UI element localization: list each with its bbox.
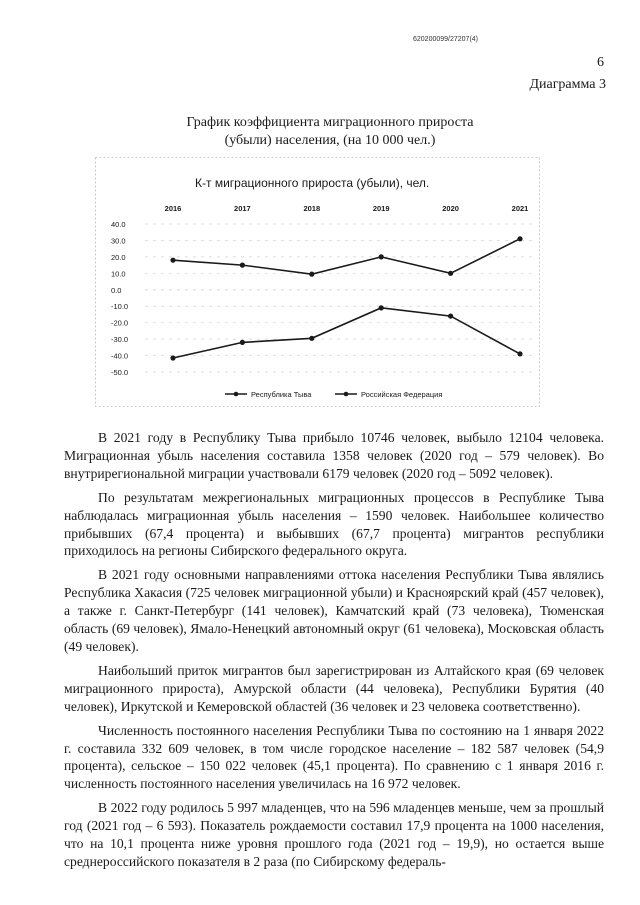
diagram-label: Диаграмма 3 <box>529 77 606 92</box>
y-tick-label: 20.0 <box>111 252 126 262</box>
paragraph-arrivals: В 2021 году в Республику Тыва прибыло 10746 человек, выбыло 12104 человека. Миграционная убыль населения составила 1358 человек (2020 год – 579 человек). Во внутрирегиональной миграции участвовали 6179 человек (2020 год – 5092 человек). <box>64 430 604 481</box>
y-tick-label: -10.0 <box>111 302 129 312</box>
migration-rate-chart <box>95 157 540 407</box>
y-tick-label: 0.0 <box>111 285 122 295</box>
paragraph-inflow: Наибольший приток мигрантов был зарегистрирован из Алтайского края (69 человек миграционного прироста), Амурской области (44 человека), Республики Бурятия (40 человек), Иркутской и Кемеровской областей (36 человек и 23 человека соответственно). <box>64 662 604 714</box>
series-russia <box>170 236 522 277</box>
y-tick-label: 30.0 <box>111 236 126 246</box>
x-tick-label: 2016 <box>164 204 182 213</box>
data-point <box>240 340 245 345</box>
x-tick-label: 2020 <box>442 204 459 213</box>
paragraph-interregional: По результатам межрегиональных миграционных процессов в Республике Тыва наблюдалась миграционная убыль населения – 1590 человек. Наибольшее количество прибывших (67,4 процента) и выбывших (67,7 процента) мигрантов республики приходилось на регионы Сибирского федерального округа. <box>64 489 604 559</box>
legend-marker <box>234 392 239 397</box>
x-tick-label: 2017 <box>234 204 251 213</box>
y-tick-label: -20.0 <box>111 318 129 328</box>
data-point <box>448 271 453 276</box>
y-tick-label: -30.0 <box>111 335 129 345</box>
chart-heading-line-2: (убыли) населения, (на 10 000 чел.) <box>224 133 436 148</box>
chart-title: К-т миграционного прироста (убыли), чел. <box>195 176 430 190</box>
y-tick-label: -40.0 <box>111 351 129 361</box>
data-point <box>517 236 522 241</box>
data-point <box>379 305 384 310</box>
data-point <box>517 351 522 356</box>
data-point <box>170 258 175 263</box>
paragraph-population: Численность постоянного населения Республики Тыва по состоянию на 1 января 2022 г. составила 332 609 человек, в том числе городское население – 182 587 человек (54,9 процента), сельское – 150 022 человек (45,1 процента). По сравнению с 1 января 2016 г. численность постоянного населения увеличилась на 16 972 человек. <box>64 722 604 792</box>
page-number: 6 <box>597 55 604 70</box>
y-tick-label: -50.0 <box>111 368 129 377</box>
series-line <box>173 308 520 358</box>
series-line <box>173 239 520 274</box>
legend-label: Российская Федерация <box>361 390 443 399</box>
chart-frame <box>96 158 540 407</box>
series-tuva <box>170 305 522 360</box>
paragraph-births: В 2022 году родилось 5 997 младенцев, что на 596 младенцев меньше, чем за прошлый год (2021 год – 6 593). Показатель рождаемости составил 17,9 процента на 1000 населения, что на 10,1 процента ниже уровня прошлого года (2021 год – 19,9), но остается выше среднероссийского показателя в 2 раза (по Сибирскому федераль- <box>64 800 604 869</box>
chart-gridlines <box>145 224 535 372</box>
data-point <box>170 355 175 360</box>
y-tick-label: 10.0 <box>111 269 126 279</box>
data-point <box>448 313 453 318</box>
data-point <box>309 272 314 277</box>
x-tick-label: 2019 <box>372 204 390 213</box>
x-tick-label: 2021 <box>511 204 529 213</box>
legend-marker <box>344 392 349 397</box>
x-tick-label: 2018 <box>303 204 321 213</box>
x-axis <box>165 204 529 213</box>
data-point <box>240 263 245 268</box>
chart-series <box>170 236 522 360</box>
chart-legend <box>225 390 442 399</box>
legend-label: Республика Тыва <box>251 390 312 399</box>
y-axis <box>111 220 128 377</box>
paragraph-outflow: В 2021 году основными направлениями оттока населения Республики Тыва являлись Республика Хакасия (725 человек миграционной убыли) и Красноярский край (457 человек), а также г. Санкт-Петербург (141 человек), Камчатский край (73 человека), Тюменская область (69 человек), Ямало-Ненецкий автономный округ (61 человека), Московская область (49 человек). <box>64 567 604 654</box>
data-point <box>309 336 314 341</box>
document-id: 620200099/27207(4) <box>413 36 479 43</box>
body-text <box>64 429 604 877</box>
y-tick-label: 40.0 <box>111 220 126 229</box>
data-point <box>379 254 384 259</box>
chart-heading <box>140 114 520 150</box>
chart-heading-line-1: График коэффициента миграционного прироста <box>186 115 474 130</box>
